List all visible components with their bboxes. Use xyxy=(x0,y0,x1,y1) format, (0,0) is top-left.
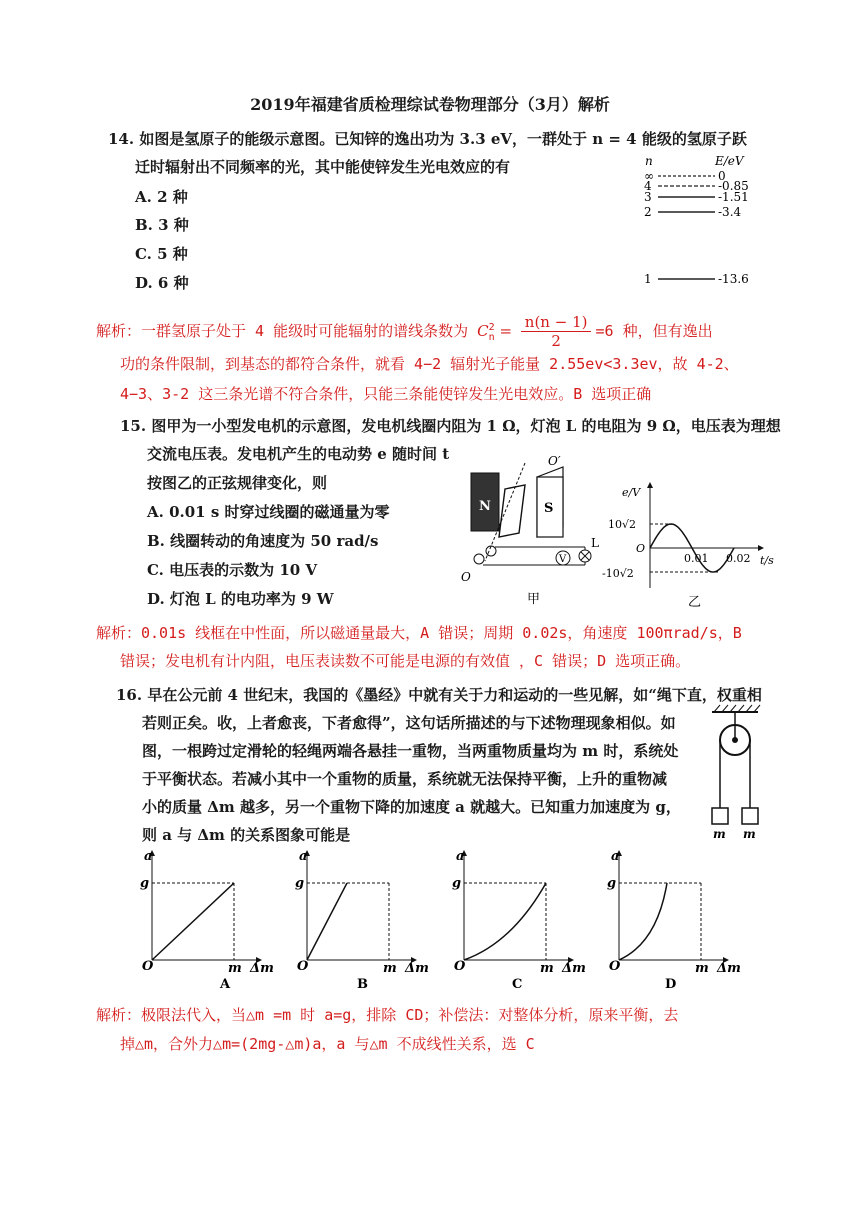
q15-stem-line2: 交流电压表。发电机产生的电动势 e 随时间 t xyxy=(147,445,450,463)
graph-c-letter: C xyxy=(512,977,523,992)
svg-text:m: m xyxy=(383,961,397,976)
q15-option-d: D. 灯泡 L 的电功率为 9 W xyxy=(147,590,334,608)
voltmeter-label: V xyxy=(559,554,567,565)
svg-text:Δm: Δm xyxy=(405,961,429,976)
q14-answer-line3: 4−3、3-2 这三条光谱不符合条件，只能三条能使锌发生光电效应。B 选项正确 xyxy=(120,385,652,403)
level-e-4: -0.85 xyxy=(718,179,749,193)
q16-stem-line3: 图，一根跨过定滑轮的轻绳两端各悬挂一重物，当两重物质量均为 m 时，系统处 xyxy=(142,742,679,760)
magnet-n-label: N xyxy=(479,499,491,514)
svg-text:O: O xyxy=(454,959,466,974)
q16-stem-line1: 16. 早在公元前 4 世纪末，我国的《墨经》中就有关于力和运动的一些见解，如“绳下直，权重相 xyxy=(116,686,762,704)
graph-c xyxy=(452,849,586,992)
q14-option-a: A. 2 种 xyxy=(135,188,188,206)
svg-text:a: a xyxy=(456,849,465,864)
x-arrow xyxy=(758,545,764,551)
sine-graph xyxy=(600,478,785,610)
level-n-4: 4 xyxy=(644,179,652,193)
fig-yi-caption: 乙 xyxy=(688,595,702,610)
q14-option-d: D. 6 种 xyxy=(135,274,189,292)
q16-answer-line1: 解析：极限法代入，当△m =m 时 a=g，排除 CD；补偿法：对整体分析，原来平衡，去 xyxy=(96,1006,679,1024)
magnet-s-label: S xyxy=(544,501,554,516)
graph-b-curve xyxy=(307,883,347,960)
level-n-1: 1 xyxy=(644,272,652,286)
svg-text:O: O xyxy=(297,959,309,974)
q14-option-b: B. 3 种 xyxy=(135,216,189,234)
q15-option-c: C. 电压表的示数为 10 V xyxy=(147,561,318,579)
xtick-001: 0.01 xyxy=(684,552,709,565)
graph-b xyxy=(295,849,429,992)
y-arrow xyxy=(647,482,653,488)
svg-text:O: O xyxy=(609,959,621,974)
svg-text:m: m xyxy=(695,961,709,976)
q15-option-b: B. 线圈转动的角速度为 50 rad/s xyxy=(147,532,379,550)
graph-c-curve xyxy=(464,883,546,960)
level-e-3: -1.51 xyxy=(718,190,749,204)
q16-stem-line6: 则 a 与 Δm 的关系图象可能是 xyxy=(142,826,351,844)
svg-text:O: O xyxy=(142,959,154,974)
x-label: t/s xyxy=(760,554,774,567)
xtick-002: 0.02 xyxy=(726,552,751,565)
ytick-pos: 10√2 xyxy=(608,518,637,531)
svg-text:Δm: Δm xyxy=(717,961,741,976)
graph-a-letter: A xyxy=(220,977,231,992)
svg-text:g: g xyxy=(607,876,617,891)
svg-text:g: g xyxy=(452,876,462,891)
fig-jia-caption: 甲 xyxy=(527,592,541,607)
level-n-2: 2 xyxy=(644,205,652,219)
q16-stem-line2: 若则正矣。收，上者愈丧，下者愈得”，这句话所描述的与下述物理现象相似。如 xyxy=(142,714,676,732)
svg-text:m: m xyxy=(540,961,554,976)
mass-left xyxy=(712,808,728,824)
ceiling-hatch xyxy=(714,705,760,712)
ytick-neg: -10√2 xyxy=(602,567,634,580)
svg-text:a: a xyxy=(611,849,620,864)
q14-option-c: C. 5 种 xyxy=(135,245,188,263)
q15-stem-line1: 15. 图甲为一小型发电机的示意图，发电机线圈内阻为 1 Ω，灯泡 L 的电阻为 9 Ω，电压表为理想 xyxy=(120,417,781,435)
energy-level-diagram xyxy=(640,150,780,290)
mass-right-label: m xyxy=(743,827,756,840)
page-title: 2019年福建省质检理综试卷物理部分（3月）解析 xyxy=(250,95,610,114)
level-e-1: -13.6 xyxy=(718,272,749,286)
q14-stem-line1: 14. 如图是氢原子的能级示意图。已知锌的逸出功为 3.3 eV，一群处于 n = 4 能级的氢原子跃 xyxy=(108,130,747,148)
svg-text:Δm: Δm xyxy=(250,961,274,976)
graph-d-curve xyxy=(619,883,667,960)
mass-right xyxy=(742,808,758,824)
level-e-inf: 0 xyxy=(718,169,726,183)
generator-diagram xyxy=(455,455,610,610)
q16-answer-line2: 掉△m，合外力△m=(2mg-△m)a，a 与△m 不成线性关系，选 C xyxy=(120,1035,535,1053)
q16-stem-line5: 小的质量 Δm 越多，另一个重物下降的加速度 a 就越大。已知重力加速度为 g， xyxy=(142,798,681,816)
coil xyxy=(499,485,525,537)
level-n-inf: ∞ xyxy=(644,169,654,183)
q14-stem-line2: 迁时辐射出不同频率的光，其中能使锌发生光电效应的有 xyxy=(135,158,511,176)
svg-text:m: m xyxy=(228,961,242,976)
graph-d xyxy=(607,849,741,992)
axis-o-prime: O′ xyxy=(548,455,561,468)
mass-left-label: m xyxy=(713,827,726,840)
q15-option-a: A. 0.01 s 时穿过线圈的磁通量为零 xyxy=(147,503,390,521)
graph-a-curve xyxy=(152,883,234,960)
origin: O xyxy=(636,542,646,555)
lamp-label: L xyxy=(591,536,599,550)
q14-answer-line1: 解析：一群氢原子处于 4 能级时可能辐射的谱线条数为 $C^2_n$ = $\frac{n(n - 1)}{2}$ =6 种，但有逸出 xyxy=(96,313,713,350)
svg-text:a: a xyxy=(144,849,153,864)
pulley-diagram xyxy=(700,700,770,840)
svg-text:g: g xyxy=(140,876,150,891)
pulley-axle xyxy=(732,737,738,743)
graph-b-letter: B xyxy=(357,977,368,992)
answer-graphs xyxy=(130,848,770,993)
y-label: e/V xyxy=(622,486,641,499)
q16-stem-line4: 于平衡状态。若减小其中一个重物的质量，系统就无法保持平衡，上升的重物减 xyxy=(142,770,668,788)
e-axis-label: E/eV xyxy=(715,154,744,168)
graph-a xyxy=(140,849,274,992)
level-e-2: -3.4 xyxy=(718,205,742,219)
q14-answer-line2: 功的条件限制，到基态的都符合条件，就看 4−2 辐射光子能量 2.55ev<3.3ev，故 4-2、 xyxy=(120,355,739,373)
q15-stem-line3: 按图乙的正弦规律变化，则 xyxy=(147,474,328,492)
svg-text:Δm: Δm xyxy=(562,961,586,976)
axis-o: O xyxy=(461,570,471,584)
n-axis-label: n xyxy=(645,154,653,168)
q15-answer-line1: 解析：0.01s 线框在中性面，所以磁通量最大，A 错误；周期 0.02s，角速度 100πrad/s，B xyxy=(96,624,742,642)
q15-answer-line2: 错误；发电机有计内阻，电压表读数不可能是电源的有效值 ，C 错误；D 选项正确。 xyxy=(120,652,691,670)
slip-ring-2 xyxy=(474,554,484,564)
svg-text:g: g xyxy=(295,876,305,891)
graph-d-letter: D xyxy=(665,977,677,992)
level-n-3: 3 xyxy=(644,190,652,204)
svg-text:a: a xyxy=(299,849,308,864)
